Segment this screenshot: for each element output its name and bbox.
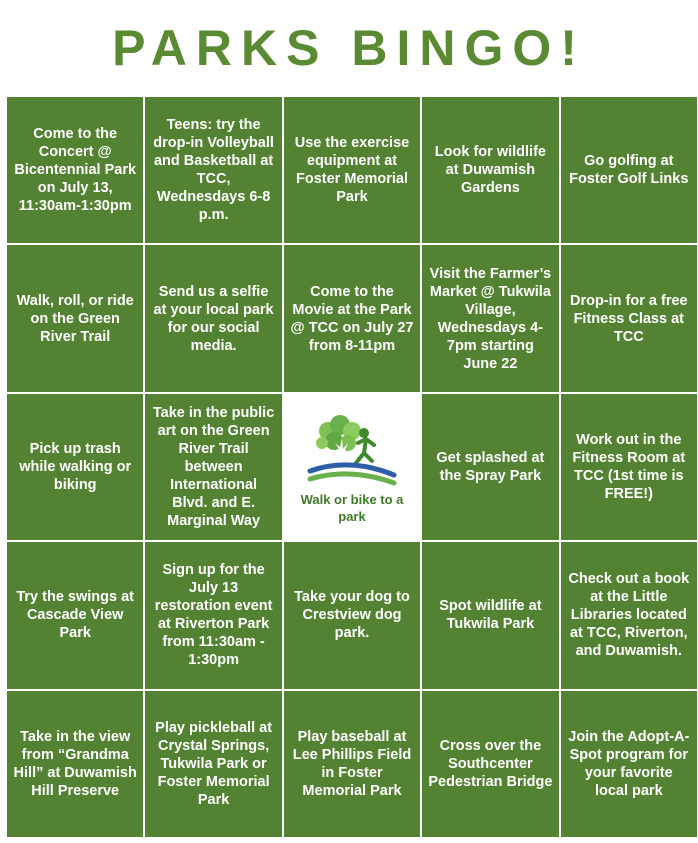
bingo-board (6, 96, 698, 838)
bingo-cell-text: Take in the view from “Grandma Hill” at Duwamish Hill Preserve (13, 728, 137, 799)
bingo-cell (561, 691, 697, 837)
bingo-cell (284, 97, 420, 243)
bingo-cell (284, 542, 420, 688)
bingo-cell-text: Play baseball at Lee Phillips Field in Foster Memorial Park (292, 728, 412, 799)
bingo-cell-text: Visit the Farmer’s Market @ Tukwila Village, Wednesdays 4-7pm starting June 22 (429, 265, 552, 372)
bingo-cell-text: Send us a selfie at your local park for our social media. (153, 283, 274, 354)
park-logo-icon (306, 409, 398, 489)
bingo-cell-text: Get splashed at the Spray Park (436, 449, 545, 484)
bingo-cell (422, 394, 558, 540)
bingo-cell-text: Teens: try the drop-in Volleyball and Basketball at TCC, Wednesdays 6-8 p.m. (153, 117, 274, 224)
bingo-cell (422, 245, 558, 391)
bingo-cell (145, 691, 281, 837)
bingo-cell (284, 245, 420, 391)
bingo-cell (422, 691, 558, 837)
bingo-cell-text: Sign up for the July 13 restoration event at Riverton Park from 11:30am - 1:30pm (154, 562, 273, 669)
bingo-cell (284, 691, 420, 837)
bingo-cell (561, 97, 697, 243)
bingo-cell (7, 691, 143, 837)
bingo-cell (561, 245, 697, 391)
bingo-cell (145, 542, 281, 688)
bingo-cell-text: Play pickleball at Crystal Springs, Tukwila Park or Foster Memorial Park (155, 719, 273, 808)
bingo-cell (7, 97, 143, 243)
bingo-cell-text: Work out in the Fitness Room at TCC (1st time is FREE!) (572, 431, 686, 502)
bingo-cell (145, 245, 281, 391)
bingo-cell-text: Go golfing at Foster Golf Links (569, 153, 689, 188)
bingo-cell (422, 97, 558, 243)
bingo-cell-text: Take your dog to Crestview dog park. (294, 589, 410, 642)
bingo-cell (561, 394, 697, 540)
bingo-cell-text: Come to the Concert @ Bicentennial Park on July 13, 11:30am-1:30pm (14, 126, 137, 215)
bingo-cell-text: Cross over the Southcenter Pedestrian Bridge (428, 737, 553, 790)
bingo-cell (145, 97, 281, 243)
bingo-cell-text: Drop-in for a free Fitness Class at TCC (569, 292, 688, 345)
bingo-cell-text: Take in the public art on the Green River Trail between International Blvd. and E. Marginal Way (152, 404, 275, 529)
bingo-cell-text: Walk, roll, or ride on the Green River Trail (16, 292, 134, 345)
bingo-cell (561, 542, 697, 688)
page-title: PARKS BINGO! (112, 20, 586, 76)
bingo-cell-text: Come to the Movie at the Park @ TCC on July 27 from 8-11pm (290, 283, 414, 354)
bingo-cell-text: Join the Adopt-A-Spot program for your favorite local park (568, 728, 690, 799)
bingo-cell (145, 394, 281, 540)
bingo-cell-text: Spot wildlife at Tukwila Park (439, 598, 542, 633)
bingo-cell-text: Look for wildlife at Duwamish Gardens (434, 144, 546, 197)
bingo-cell (7, 245, 143, 391)
bingo-cell-text: Try the swings at Cascade View Park (16, 589, 135, 642)
bingo-cell (7, 542, 143, 688)
bingo-cell-text: Pick up trash while walking or biking (19, 440, 132, 493)
free-space-cell (284, 394, 420, 540)
bingo-cell (7, 394, 143, 540)
bingo-cell-text: Use the exercise equipment at Foster Memorial Park (294, 135, 410, 206)
bingo-cell (422, 542, 558, 688)
free-space-text: Walk or bike to a park (300, 491, 404, 524)
bingo-cell-text: Check out a book at the Little Libraries located at TCC, Riverton, and Duwamish. (568, 571, 690, 660)
